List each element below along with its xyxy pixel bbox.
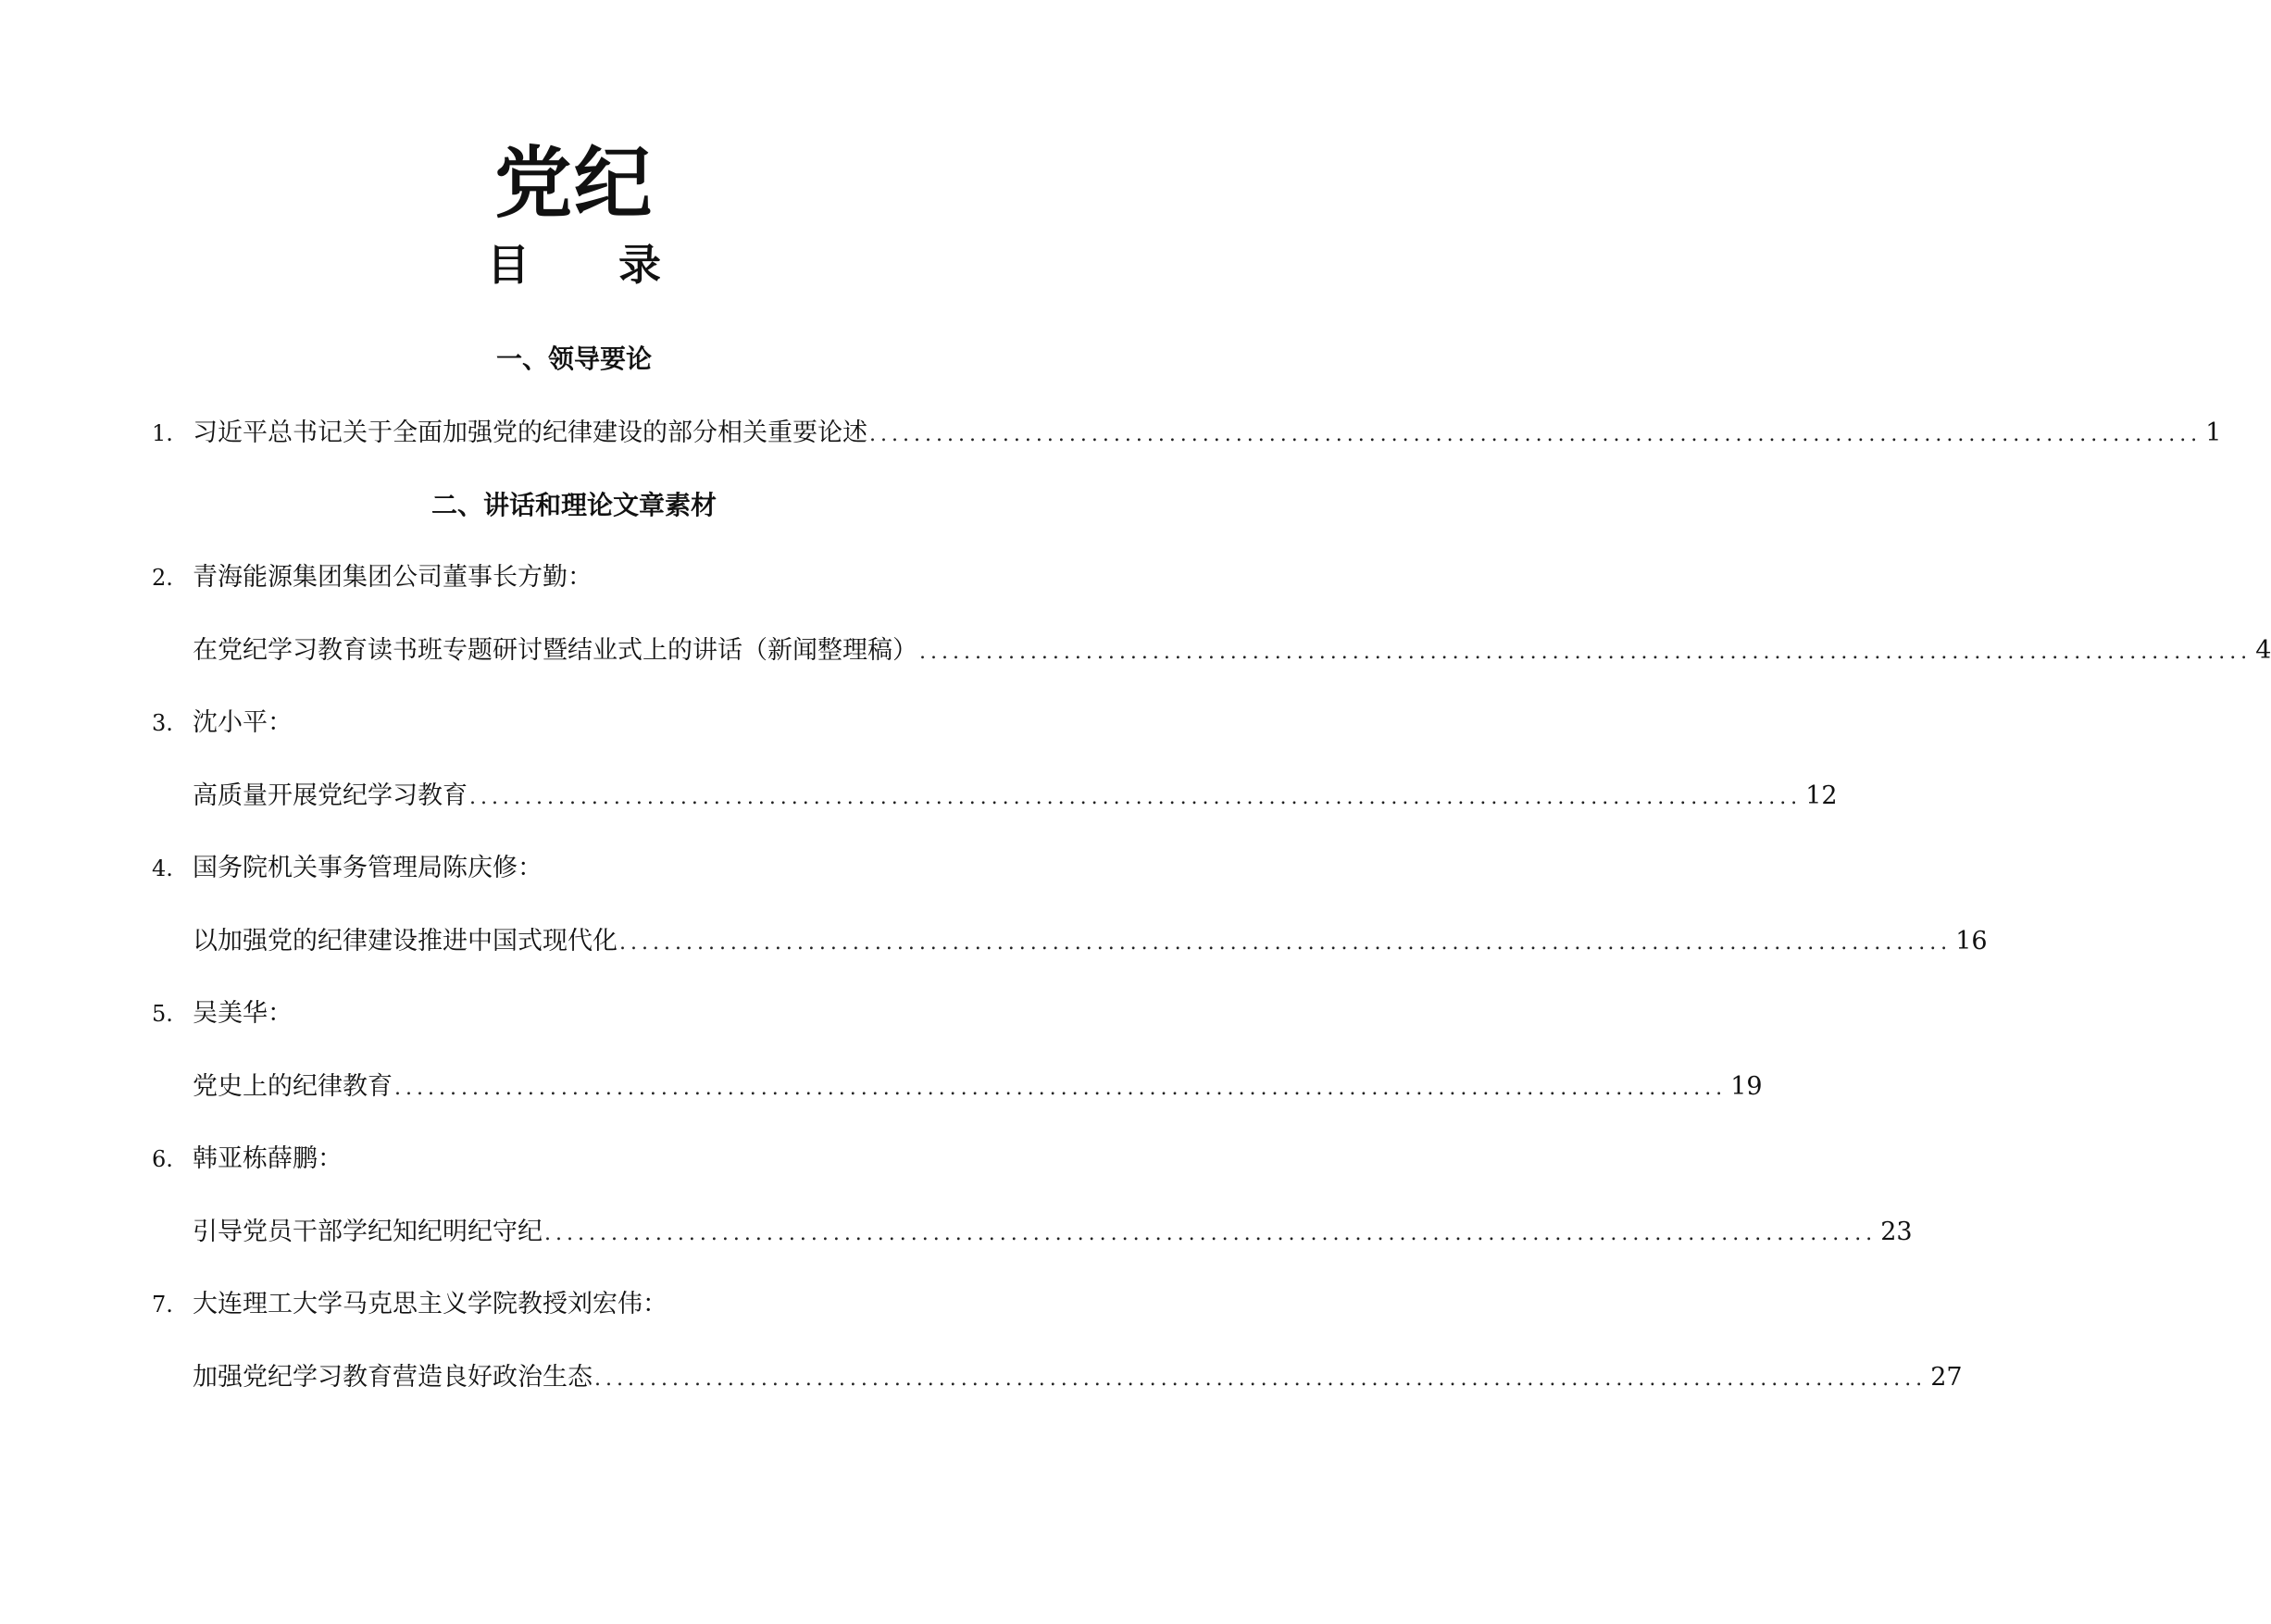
toc-entry[interactable] [193,923,1988,962]
page-number: 16 [1955,927,1988,956]
page-number: 12 [1805,781,1838,810]
entry-number: 6. [152,1146,173,1172]
entry-title: 高质量开展党纪学习教育 [193,781,468,810]
page-number: 27 [1930,1363,1963,1392]
dot-leader: ........................................................................................................................ [919,641,2252,664]
entry-author: 青海能源集团集团公司董事长方勤： [193,563,593,592]
toc-entry[interactable] [193,1068,1763,1107]
entry-author: 大连理工大学马克思主义学院教授刘宏伟： [193,1290,668,1318]
entry-title: 党史上的纪律教育 [193,1072,393,1101]
entry-title: 以加强党的纪律建设推进中国式现代化 [193,927,618,956]
section-heading: 二、讲话和理论文章素材 [430,490,717,520]
dot-leader: ........................................................................................................................ [594,1368,1928,1391]
dot-leader: ........................................................................................................................ [394,1077,1728,1100]
entry-author: 沈小平： [193,708,293,737]
entry-title: 引导党员干部学纪知纪明纪守纪 [193,1218,543,1246]
entry-number: 2. [152,565,173,591]
dot-leader: ........................................................................................................................ [619,931,1953,955]
entry-number: 5. [152,1001,173,1027]
toc-entry[interactable] [193,415,2222,454]
toc-entry[interactable] [193,1214,1913,1253]
toc-entry[interactable] [193,778,1838,817]
section-heading: 一、领导要论 [495,344,652,374]
toc-entry[interactable] [193,632,2271,671]
entry-number: 3. [152,710,173,736]
page-number: 23 [1880,1218,1913,1246]
page-number: 19 [1730,1072,1763,1101]
dot-leader: ........................................................................................................................ [544,1222,1878,1245]
entry-author: 韩亚栋薛鹏： [193,1144,343,1173]
entry-title: 习近平总书记关于全面加强党的纪律建设的部分相关重要论述 [193,418,867,447]
toc-entry[interactable] [193,1359,1963,1398]
toc-heading: 目 录 [486,240,698,290]
entry-author: 吴美华： [193,999,293,1028]
document-title: 党纪 [493,137,654,229]
dot-leader: ........................................................................................................................ [869,423,2202,446]
entry-author: 国务院机关事务管理局陈庆修： [193,854,543,882]
entry-number: 1. [152,420,173,446]
dot-leader: ........................................................................................................................ [469,786,1803,809]
entry-number: 7. [152,1292,173,1318]
page-number: 4 [2255,636,2271,665]
entry-title: 加强党纪学习教育营造良好政治生态 [193,1363,593,1392]
entry-number: 4. [152,856,173,881]
page-number: 1 [2205,418,2222,447]
entry-title: 在党纪学习教育读书班专题研讨暨结业式上的讲话（新闻整理稿） [193,636,917,665]
